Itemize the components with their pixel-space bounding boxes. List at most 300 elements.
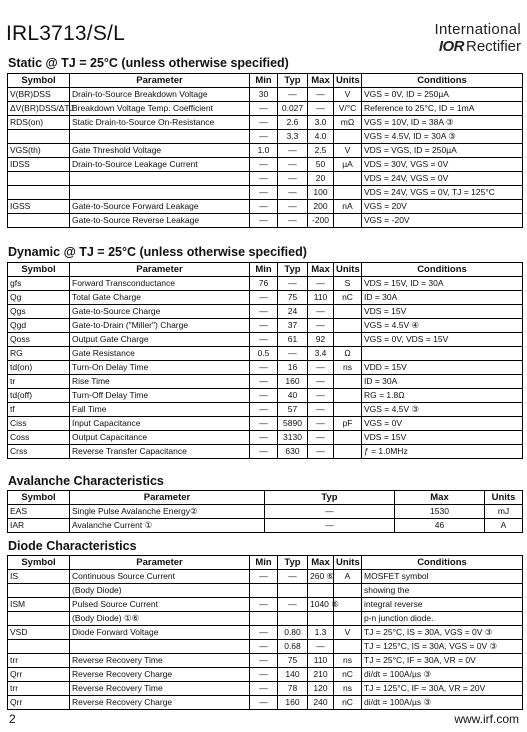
cell-max bbox=[308, 612, 334, 626]
column-header: Max bbox=[308, 263, 334, 277]
column-header: Units bbox=[334, 263, 362, 277]
table-row bbox=[8, 696, 523, 710]
cell-units bbox=[334, 186, 362, 200]
cell-parameter: Turn-Off Delay Time bbox=[70, 389, 250, 403]
cell-conditions: VGS = 4.5V ③ bbox=[362, 403, 523, 417]
column-header: Conditions bbox=[362, 263, 523, 277]
cell-units: nA bbox=[334, 200, 362, 214]
table-row bbox=[8, 612, 523, 626]
cell-min: — bbox=[250, 172, 278, 186]
cell-typ: 75 bbox=[278, 291, 308, 305]
cell-conditions: VGS = 10V, ID = 38A ③ bbox=[362, 116, 523, 130]
cell-max: 240 bbox=[308, 696, 334, 710]
cell-units: V bbox=[334, 626, 362, 640]
cell-min: — bbox=[250, 375, 278, 389]
cell-max bbox=[308, 584, 334, 598]
cell-max: 200 bbox=[308, 200, 334, 214]
cell-max: — bbox=[308, 88, 334, 102]
cell-typ: — bbox=[278, 277, 308, 291]
cell-symbol: Qrr bbox=[8, 696, 70, 710]
cell-max: — bbox=[308, 417, 334, 431]
table-row bbox=[8, 172, 523, 186]
table-row bbox=[8, 102, 523, 116]
cell-typ: 61 bbox=[278, 333, 308, 347]
cell-max: 120 bbox=[308, 682, 334, 696]
cell-max: 4.0 bbox=[308, 130, 334, 144]
brand-line1: International bbox=[434, 21, 521, 38]
column-header: Typ bbox=[278, 556, 308, 570]
cell-units bbox=[334, 445, 362, 459]
cell-typ: 37 bbox=[278, 319, 308, 333]
column-header: Max bbox=[308, 74, 334, 88]
column-header: Min bbox=[250, 74, 278, 88]
cell-conditions: ID = 30A bbox=[362, 291, 523, 305]
cell-units: V/°C bbox=[334, 102, 362, 116]
cell-typ: — bbox=[278, 144, 308, 158]
cell-typ: 5890 bbox=[278, 417, 308, 431]
cell-conditions: di/dt = 100A/µs ③ bbox=[362, 668, 523, 682]
column-header: Typ bbox=[278, 263, 308, 277]
cell-max: 2.5 bbox=[308, 144, 334, 158]
cell-max: — bbox=[308, 305, 334, 319]
cell-max: 210 bbox=[308, 668, 334, 682]
diode-title: Diode Characteristics bbox=[8, 539, 137, 553]
cell-typ: — bbox=[278, 88, 308, 102]
column-header: Conditions bbox=[362, 556, 523, 570]
cell-typ: 3130 bbox=[278, 431, 308, 445]
column-header: Max bbox=[395, 491, 485, 505]
cell-min: — bbox=[250, 570, 278, 584]
table-row bbox=[8, 505, 523, 519]
cell-conditions bbox=[362, 347, 523, 361]
cell-typ: 160 bbox=[278, 696, 308, 710]
cell-units bbox=[334, 389, 362, 403]
table-row bbox=[8, 158, 523, 172]
cell-conditions: VGS = -20V bbox=[362, 214, 523, 228]
cell-typ: — bbox=[278, 214, 308, 228]
cell-symbol bbox=[8, 214, 70, 228]
cell-parameter: Breakdown Voltage Temp. Coefficient bbox=[70, 102, 250, 116]
cell-units bbox=[334, 214, 362, 228]
cell-max: — bbox=[308, 640, 334, 654]
cell-units: A bbox=[334, 570, 362, 584]
cell-max: — bbox=[308, 389, 334, 403]
diode-table bbox=[7, 555, 523, 710]
cell-max: 110 bbox=[308, 291, 334, 305]
cell-min bbox=[250, 584, 278, 598]
cell-units: µA bbox=[334, 158, 362, 172]
cell-parameter: Drain-to-Source Leakage Current bbox=[70, 158, 250, 172]
cell-parameter: Pulsed Source Current bbox=[70, 598, 250, 612]
table-row bbox=[8, 291, 523, 305]
cell-conditions: VDS = 15V bbox=[362, 431, 523, 445]
cell-conditions: RG = 1.8Ω bbox=[362, 389, 523, 403]
cell-parameter: Turn-On Delay Time bbox=[70, 361, 250, 375]
cell-min: — bbox=[250, 186, 278, 200]
column-header: Conditions bbox=[362, 74, 523, 88]
cell-min: — bbox=[250, 102, 278, 116]
cell-symbol: IAR bbox=[8, 519, 70, 533]
table-row bbox=[8, 130, 523, 144]
table-row bbox=[8, 570, 523, 584]
static-table bbox=[7, 73, 523, 228]
table-row bbox=[8, 626, 523, 640]
cell-parameter: (Body Diode) ①⑥ bbox=[70, 612, 250, 626]
cell-symbol: Qrr bbox=[8, 668, 70, 682]
table-row bbox=[8, 214, 523, 228]
cell-parameter: Gate Resistance bbox=[70, 347, 250, 361]
cell-max: 1530 bbox=[395, 505, 485, 519]
column-header: Parameter bbox=[70, 491, 265, 505]
table-row bbox=[8, 319, 523, 333]
cell-conditions: showing the bbox=[362, 584, 523, 598]
cell-parameter: Output Gate Charge bbox=[70, 333, 250, 347]
part-number: IRL3713/S/L bbox=[6, 22, 125, 45]
cell-parameter: Input Capacitance bbox=[70, 417, 250, 431]
column-header: Symbol bbox=[8, 556, 70, 570]
cell-units: nC bbox=[334, 291, 362, 305]
cell-units bbox=[334, 319, 362, 333]
cell-min: — bbox=[250, 696, 278, 710]
table-row bbox=[8, 333, 523, 347]
dynamic-title: Dynamic @ TJ = 25°C (unless otherwise specified) bbox=[8, 245, 307, 259]
cell-units: nC bbox=[334, 696, 362, 710]
cell-min: — bbox=[250, 214, 278, 228]
table-row bbox=[8, 668, 523, 682]
cell-units: S bbox=[334, 277, 362, 291]
cell-conditions: VDS = 24V, VGS = 0V, TJ = 125°C bbox=[362, 186, 523, 200]
avalanche-title: Avalanche Characteristics bbox=[8, 474, 164, 488]
column-header: Min bbox=[250, 263, 278, 277]
cell-parameter bbox=[70, 640, 250, 654]
cell-symbol bbox=[8, 640, 70, 654]
cell-min: — bbox=[250, 116, 278, 130]
cell-symbol: ISM bbox=[8, 598, 70, 612]
cell-units bbox=[334, 130, 362, 144]
cell-conditions: VDS = 15V, ID = 30A bbox=[362, 277, 523, 291]
cell-typ: 57 bbox=[278, 403, 308, 417]
cell-conditions: VGS = 0V bbox=[362, 417, 523, 431]
cell-typ: — bbox=[265, 519, 395, 533]
cell-parameter: Reverse Recovery Time bbox=[70, 682, 250, 696]
cell-symbol: RG bbox=[8, 347, 70, 361]
column-header: Units bbox=[334, 556, 362, 570]
cell-units: ns bbox=[334, 361, 362, 375]
cell-min: — bbox=[250, 403, 278, 417]
cell-min: 1.0 bbox=[250, 144, 278, 158]
table-row bbox=[8, 654, 523, 668]
cell-min: 30 bbox=[250, 88, 278, 102]
brand-logo bbox=[435, 21, 521, 55]
table-row bbox=[8, 519, 523, 533]
cell-parameter bbox=[70, 172, 250, 186]
cell-max: 92 bbox=[308, 333, 334, 347]
cell-max: 46 bbox=[395, 519, 485, 533]
cell-min: — bbox=[250, 291, 278, 305]
cell-conditions: TJ = 125°C, IS = 30A, VGS = 0V ③ bbox=[362, 640, 523, 654]
cell-typ: 16 bbox=[278, 361, 308, 375]
cell-units: ns bbox=[334, 682, 362, 696]
cell-units: A bbox=[485, 519, 523, 533]
table-row bbox=[8, 116, 523, 130]
cell-max: — bbox=[308, 403, 334, 417]
footer-url: www.irf.com bbox=[454, 712, 519, 726]
cell-symbol: V(BR)DSS bbox=[8, 88, 70, 102]
cell-units bbox=[334, 640, 362, 654]
cell-max: 1040 ⑥ bbox=[308, 598, 334, 612]
cell-typ: 3.3 bbox=[278, 130, 308, 144]
cell-parameter: Gate-to-Source Charge bbox=[70, 305, 250, 319]
cell-conditions: VDS = 24V, VGS = 0V bbox=[362, 172, 523, 186]
cell-units bbox=[334, 375, 362, 389]
cell-units: pF bbox=[334, 417, 362, 431]
cell-max: 100 bbox=[308, 186, 334, 200]
cell-conditions: VDS = VGS, ID = 250µA bbox=[362, 144, 523, 158]
cell-conditions: ƒ = 1.0MHz bbox=[362, 445, 523, 459]
cell-min: — bbox=[250, 445, 278, 459]
cell-symbol: Qoss bbox=[8, 333, 70, 347]
cell-max: 3.4 bbox=[308, 347, 334, 361]
cell-symbol bbox=[8, 186, 70, 200]
cell-typ: — bbox=[278, 172, 308, 186]
cell-conditions: Reference to 25°C, ID = 1mA bbox=[362, 102, 523, 116]
cell-typ: 630 bbox=[278, 445, 308, 459]
cell-parameter: Continuous Source Current bbox=[70, 570, 250, 584]
cell-typ: 0.027 bbox=[278, 102, 308, 116]
cell-symbol: ΔV(BR)DSS/ΔTJ bbox=[8, 102, 70, 116]
cell-parameter: Output Capacitance bbox=[70, 431, 250, 445]
table-row bbox=[8, 186, 523, 200]
cell-min: — bbox=[250, 668, 278, 682]
cell-symbol: gfs bbox=[8, 277, 70, 291]
cell-typ: — bbox=[278, 158, 308, 172]
table-row bbox=[8, 144, 523, 158]
cell-max: — bbox=[308, 445, 334, 459]
cell-parameter: Gate-to-Source Forward Leakage bbox=[70, 200, 250, 214]
cell-symbol: IDSS bbox=[8, 158, 70, 172]
column-header: Parameter bbox=[70, 74, 250, 88]
cell-symbol bbox=[8, 130, 70, 144]
dynamic-table bbox=[7, 262, 523, 459]
cell-symbol: IGSS bbox=[8, 200, 70, 214]
cell-symbol: Qg bbox=[8, 291, 70, 305]
cell-max: — bbox=[308, 277, 334, 291]
page-number: 2 bbox=[9, 712, 16, 726]
cell-symbol: EAS bbox=[8, 505, 70, 519]
table-row bbox=[8, 417, 523, 431]
cell-max: -200 bbox=[308, 214, 334, 228]
cell-units: mΩ bbox=[334, 116, 362, 130]
cell-symbol: RDS(on) bbox=[8, 116, 70, 130]
cell-min: — bbox=[250, 158, 278, 172]
cell-min: — bbox=[250, 389, 278, 403]
cell-min: — bbox=[250, 333, 278, 347]
cell-parameter: Diode Forward Voltage bbox=[70, 626, 250, 640]
table-row bbox=[8, 347, 523, 361]
cell-min: — bbox=[250, 130, 278, 144]
column-header: Parameter bbox=[70, 263, 250, 277]
cell-parameter bbox=[70, 186, 250, 200]
brand-line2 bbox=[435, 38, 521, 55]
cell-typ: 75 bbox=[278, 654, 308, 668]
cell-parameter: Static Drain-to-Source On-Resistance bbox=[70, 116, 250, 130]
cell-conditions: integral reverse bbox=[362, 598, 523, 612]
table-row bbox=[8, 88, 523, 102]
column-header: Parameter bbox=[70, 556, 250, 570]
table-row bbox=[8, 682, 523, 696]
column-header: Max bbox=[308, 556, 334, 570]
cell-max: — bbox=[308, 102, 334, 116]
cell-symbol: VSD bbox=[8, 626, 70, 640]
cell-typ: 160 bbox=[278, 375, 308, 389]
cell-parameter bbox=[70, 130, 250, 144]
cell-typ bbox=[278, 612, 308, 626]
cell-typ: 78 bbox=[278, 682, 308, 696]
cell-min: — bbox=[250, 682, 278, 696]
cell-parameter: Fall Time bbox=[70, 403, 250, 417]
cell-min: — bbox=[250, 200, 278, 214]
cell-symbol: Crss bbox=[8, 445, 70, 459]
cell-typ bbox=[278, 584, 308, 598]
cell-symbol: Ciss bbox=[8, 417, 70, 431]
cell-min: — bbox=[250, 361, 278, 375]
cell-conditions: di/dt = 100A/µs ③ bbox=[362, 696, 523, 710]
cell-min: — bbox=[250, 598, 278, 612]
cell-typ: — bbox=[278, 200, 308, 214]
table-row bbox=[8, 375, 523, 389]
table-row bbox=[8, 277, 523, 291]
cell-symbol: td(off) bbox=[8, 389, 70, 403]
cell-max: 20 bbox=[308, 172, 334, 186]
cell-min: — bbox=[250, 654, 278, 668]
cell-typ: — bbox=[278, 186, 308, 200]
cell-min: — bbox=[250, 319, 278, 333]
cell-units bbox=[334, 305, 362, 319]
cell-units bbox=[334, 612, 362, 626]
cell-max: 1.3 bbox=[308, 626, 334, 640]
cell-min: — bbox=[250, 640, 278, 654]
cell-typ: — bbox=[278, 598, 308, 612]
cell-parameter: Avalanche Current ① bbox=[70, 519, 265, 533]
cell-min: — bbox=[250, 305, 278, 319]
cell-typ: 40 bbox=[278, 389, 308, 403]
cell-units: Ω bbox=[334, 347, 362, 361]
avalanche-table bbox=[7, 490, 523, 533]
cell-parameter: Reverse Transfer Capacitance bbox=[70, 445, 250, 459]
cell-typ: 0.68 bbox=[278, 640, 308, 654]
column-header: Units bbox=[334, 74, 362, 88]
cell-parameter: Gate-to-Drain ("Miller") Charge bbox=[70, 319, 250, 333]
cell-min: — bbox=[250, 417, 278, 431]
column-header: Symbol bbox=[8, 491, 70, 505]
cell-max: 110 bbox=[308, 654, 334, 668]
static-title: Static @ TJ = 25°C (unless otherwise specified) bbox=[8, 56, 289, 70]
cell-parameter: Drain-to-Source Breakdown Voltage bbox=[70, 88, 250, 102]
table-row bbox=[8, 361, 523, 375]
cell-units: V bbox=[334, 88, 362, 102]
cell-units bbox=[334, 172, 362, 186]
cell-units: V bbox=[334, 144, 362, 158]
cell-min bbox=[250, 612, 278, 626]
table-row bbox=[8, 305, 523, 319]
cell-typ: — bbox=[278, 347, 308, 361]
cell-min: 0.5 bbox=[250, 347, 278, 361]
cell-symbol bbox=[8, 612, 70, 626]
column-header: Units bbox=[485, 491, 523, 505]
cell-max: — bbox=[308, 375, 334, 389]
table-row bbox=[8, 431, 523, 445]
cell-units bbox=[334, 333, 362, 347]
cell-units bbox=[334, 431, 362, 445]
cell-symbol: trr bbox=[8, 682, 70, 696]
cell-conditions: VDD = 15V bbox=[362, 361, 523, 375]
cell-parameter: Reverse Recovery Time bbox=[70, 654, 250, 668]
table-row bbox=[8, 584, 523, 598]
cell-parameter: Rise Time bbox=[70, 375, 250, 389]
table-row bbox=[8, 389, 523, 403]
cell-conditions: VGS = 4.5V ④ bbox=[362, 319, 523, 333]
cell-conditions: TJ = 25°C, IS = 30A, VGS = 0V ③ bbox=[362, 626, 523, 640]
cell-conditions: VGS = 0V, VDS = 15V bbox=[362, 333, 523, 347]
cell-symbol bbox=[8, 172, 70, 186]
cell-symbol: tf bbox=[8, 403, 70, 417]
cell-parameter: Reverse Recovery Charge bbox=[70, 668, 250, 682]
cell-conditions: VDS = 15V bbox=[362, 305, 523, 319]
cell-max: 50 bbox=[308, 158, 334, 172]
cell-parameter: Single Pulse Avalanche Energy② bbox=[70, 505, 265, 519]
table-row bbox=[8, 598, 523, 612]
cell-units bbox=[334, 584, 362, 598]
cell-min: — bbox=[250, 626, 278, 640]
cell-typ: — bbox=[278, 570, 308, 584]
cell-parameter: Reverse Recovery Charge bbox=[70, 696, 250, 710]
cell-parameter: Forward Transconductance bbox=[70, 277, 250, 291]
cell-symbol bbox=[8, 584, 70, 598]
cell-symbol: td(on) bbox=[8, 361, 70, 375]
cell-symbol: Qgd bbox=[8, 319, 70, 333]
cell-symbol: Qgs bbox=[8, 305, 70, 319]
cell-conditions: MOSFET symbol bbox=[362, 570, 523, 584]
cell-max: — bbox=[308, 431, 334, 445]
cell-parameter: Total Gate Charge bbox=[70, 291, 250, 305]
table-row bbox=[8, 640, 523, 654]
cell-typ: — bbox=[265, 505, 395, 519]
column-header: Typ bbox=[278, 74, 308, 88]
column-header: Symbol bbox=[8, 263, 70, 277]
cell-parameter: (Body Diode) bbox=[70, 584, 250, 598]
cell-parameter: Gate-to-Source Reverse Leakage bbox=[70, 214, 250, 228]
cell-min: — bbox=[250, 431, 278, 445]
cell-symbol: IS bbox=[8, 570, 70, 584]
cell-conditions: ID = 30A bbox=[362, 375, 523, 389]
column-header: Symbol bbox=[8, 74, 70, 88]
table-row bbox=[8, 403, 523, 417]
cell-typ: 24 bbox=[278, 305, 308, 319]
cell-max: 260 ⑥ bbox=[308, 570, 334, 584]
cell-symbol: trr bbox=[8, 654, 70, 668]
cell-units bbox=[334, 403, 362, 417]
cell-max: — bbox=[308, 319, 334, 333]
table-row bbox=[8, 200, 523, 214]
cell-conditions: VGS = 0V, ID = 250µA bbox=[362, 88, 523, 102]
cell-parameter: Gate Threshold Voltage bbox=[70, 144, 250, 158]
cell-conditions: TJ = 25°C, IF = 30A, VR = 0V bbox=[362, 654, 523, 668]
cell-min: 76 bbox=[250, 277, 278, 291]
cell-conditions: TJ = 125°C, IF = 30A, VR = 20V bbox=[362, 682, 523, 696]
cell-symbol: tr bbox=[8, 375, 70, 389]
cell-units: ns bbox=[334, 654, 362, 668]
cell-symbol: Coss bbox=[8, 431, 70, 445]
